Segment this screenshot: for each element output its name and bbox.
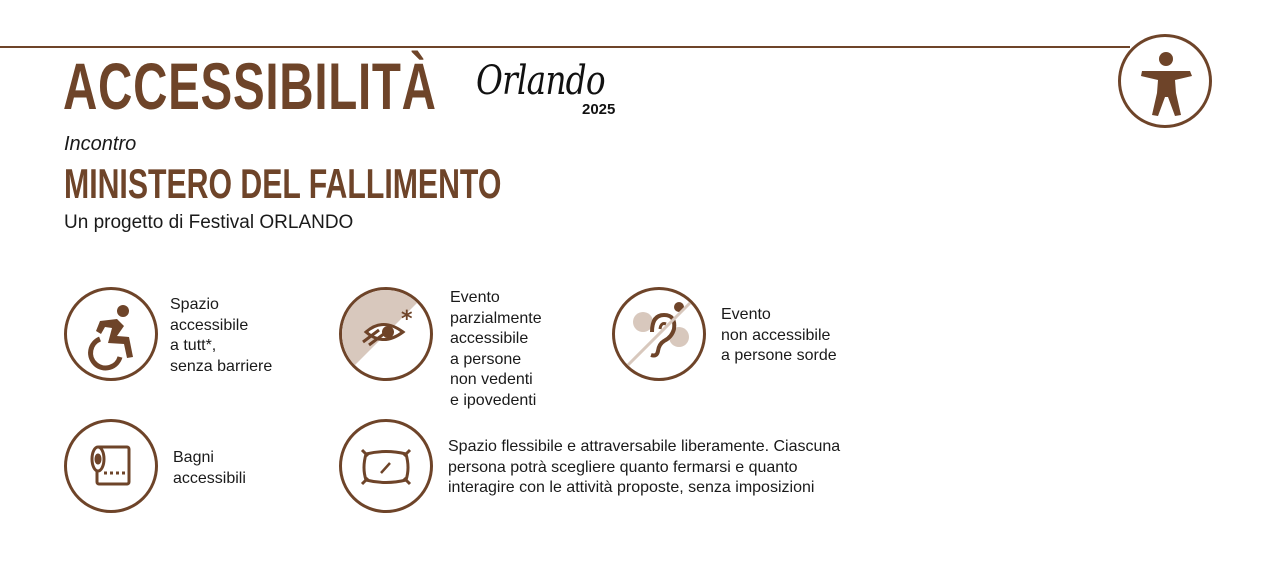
label-wheelchair <box>170 295 272 377</box>
label-line: a persone <box>450 350 522 368</box>
label-low-vision <box>450 288 542 411</box>
label-flexible-space <box>448 437 840 499</box>
label-line: Spazio flessibile e attraversabile liberamente. Ciascuna <box>448 438 841 455</box>
label-line: accessibile <box>170 316 249 334</box>
label-line: senza barriere <box>170 357 273 375</box>
label-line: accessibili <box>173 469 246 487</box>
logo-year: 2025 <box>582 101 616 118</box>
label-line: a persone sorde <box>721 347 837 364</box>
label-line: e ipovedenti <box>450 391 537 409</box>
page-title: ACCESSIBILITÀ <box>63 48 441 124</box>
event-kicker: Incontro <box>64 133 137 155</box>
logo-wordmark: Orlando <box>476 58 605 104</box>
svg-text:*: * <box>401 307 413 332</box>
label-line: a tutt*, <box>170 337 217 354</box>
festival-logo <box>476 58 636 120</box>
label-line: Evento <box>450 289 500 306</box>
hearing-impaired-icon <box>612 287 706 381</box>
label-line: non vedenti <box>450 371 533 388</box>
label-line: Bagni <box>173 449 214 466</box>
label-line: persona potrà scegliere quanto fermarsi e quanto <box>448 458 798 476</box>
toilet-paper-icon <box>64 419 158 513</box>
label-restroom <box>173 448 246 489</box>
event-byline: Un progetto di Festival ORLANDO <box>64 212 354 233</box>
accessibility-icon <box>1118 34 1212 128</box>
label-line: non accessibile <box>721 326 831 344</box>
label-line: interagire con le attività proposte, senza imposizioni <box>448 479 815 496</box>
cushion-icon <box>339 419 433 513</box>
wheelchair-icon <box>64 287 158 381</box>
label-line: Evento <box>721 306 771 323</box>
event-title: MINISTERO DEL FALLIMENTO <box>64 160 502 207</box>
low-vision-icon <box>339 287 433 381</box>
label-line: Spazio <box>170 296 219 313</box>
label-line: accessibile <box>450 330 529 347</box>
label-line: parzialmente <box>450 309 542 327</box>
label-hearing <box>721 305 837 367</box>
